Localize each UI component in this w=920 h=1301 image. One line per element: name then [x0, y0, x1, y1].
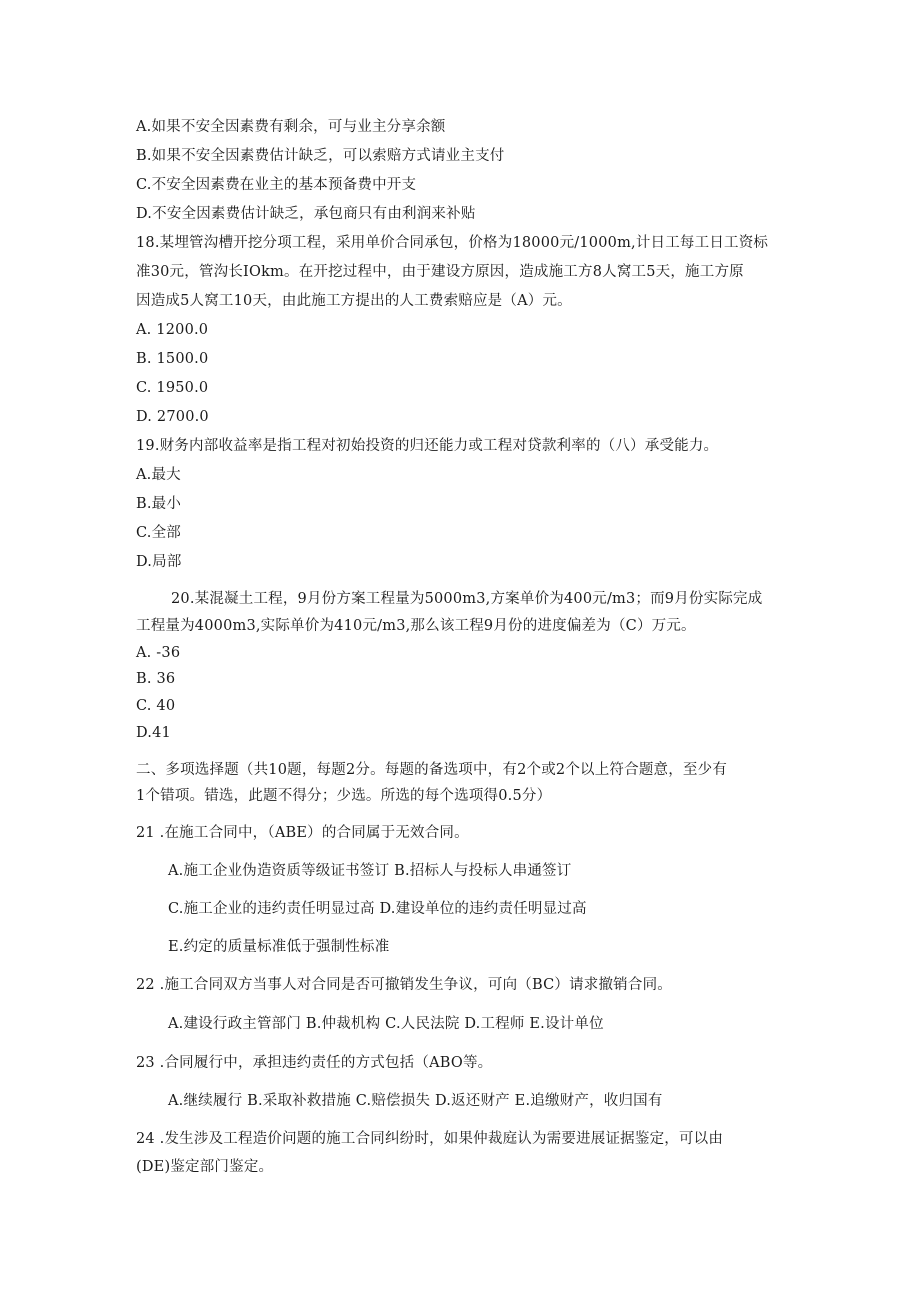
- q21-options-line3: E.约定的质量标准低于强制性标准: [168, 939, 390, 955]
- q18-stem-line2: 准30元，管沟长IOkm。在开挖过程中，由于建设方原因，造成施工方8人窝工5天，施工方原: [136, 264, 744, 280]
- section2-heading-line1: 二、多项选择题（共10题，每题2分。每题的备选项中，有2个或2个以上符合题意，至少有: [136, 762, 728, 778]
- q19-stem: 19.财务内部收益率是指工程对初始投资的归还能力或工程对贷款利率的（八）承受能力。: [136, 438, 719, 454]
- q17-option-a: A.如果不安全因素费有剩余，可与业主分享余额: [136, 119, 446, 135]
- q23-options: A.继续履行 B.采取补救措施 C.赔偿损失 D.返还财产 E.追缴财产，收归国有: [168, 1093, 663, 1109]
- q19-option-d: D.局部: [136, 554, 182, 570]
- q24-stem-line1: 24 .发生涉及工程造价问题的施工合同纠纷时，如果仲裁庭认为需要进展证据鉴定，可以由: [136, 1131, 724, 1147]
- q18-option-a: A. 1200.0: [136, 322, 209, 338]
- q19-option-c: C.全部: [136, 525, 181, 541]
- q18-option-c: C. 1950.0: [136, 380, 209, 396]
- q22-stem: 22 .施工合同双方当事人对合同是否可撤销发生争议，可向（BC）请求撤销合同。: [136, 977, 672, 993]
- section2-heading-line2: 1个错项。错选，此题不得分；少选。所选的每个选项得0.5分）: [136, 788, 552, 804]
- q18-option-d: D. 2700.0: [136, 409, 209, 425]
- q20-option-b: B. 36: [136, 671, 176, 687]
- q17-option-c: C.不安全因素费在业主的基本预备费中开支: [136, 177, 417, 193]
- q21-stem: 21 .在施工合同中，（ABE）的合同属于无效合同。: [136, 825, 469, 841]
- q20-option-d: D.41: [136, 725, 171, 741]
- q20-stem-line2: 工程量为4000m3,实际单价为410元/m3,那么该工程9月份的进度偏差为（C）万元。: [136, 618, 696, 634]
- q21-options-line2: C.施工企业的违约责任明显过高 D.建设单位的违约责任明显过高: [168, 901, 587, 917]
- q23-stem: 23 .合同履行中，承担违约责任的方式包括（ABO等。: [136, 1055, 493, 1071]
- q19-option-b: B.最小: [136, 496, 182, 512]
- q22-options: A.建设行政主管部门 B.仲裁机构 C.人民法院 D.工程师 E.设计单位: [168, 1016, 604, 1032]
- q20-option-c: C. 40: [136, 698, 176, 714]
- q21-options-line1: A.施工企业伪造资质等级证书签订 B.招标人与投标人串通签订: [168, 863, 572, 879]
- q18-stem-line1: 18.某埋管沟槽开挖分项工程，采用单价合同承包，价格为18000元/1000m,计日工每工日工资标: [136, 235, 769, 251]
- q18-option-b: B. 1500.0: [136, 351, 209, 367]
- q18-stem-line3: 因造成5人窝工10天，由此施工方提出的人工费索赔应是（A）元。: [136, 293, 572, 309]
- q20-stem-line1: 20.某混凝土工程，9月份方案工程量为5000m3,方案单价为400元/m3；而9月份实际完成: [171, 591, 763, 607]
- q17-option-d: D.不安全因素费估计缺乏，承包商只有由利润来补贴: [136, 206, 476, 222]
- q24-stem-line2: (DE)鉴定部门鉴定。: [136, 1159, 274, 1175]
- q20-option-a: A. -36: [136, 645, 181, 661]
- q17-option-b: B.如果不安全因素费估计缺乏，可以索赔方式请业主支付: [136, 148, 505, 164]
- q19-option-a: A.最大: [136, 467, 181, 483]
